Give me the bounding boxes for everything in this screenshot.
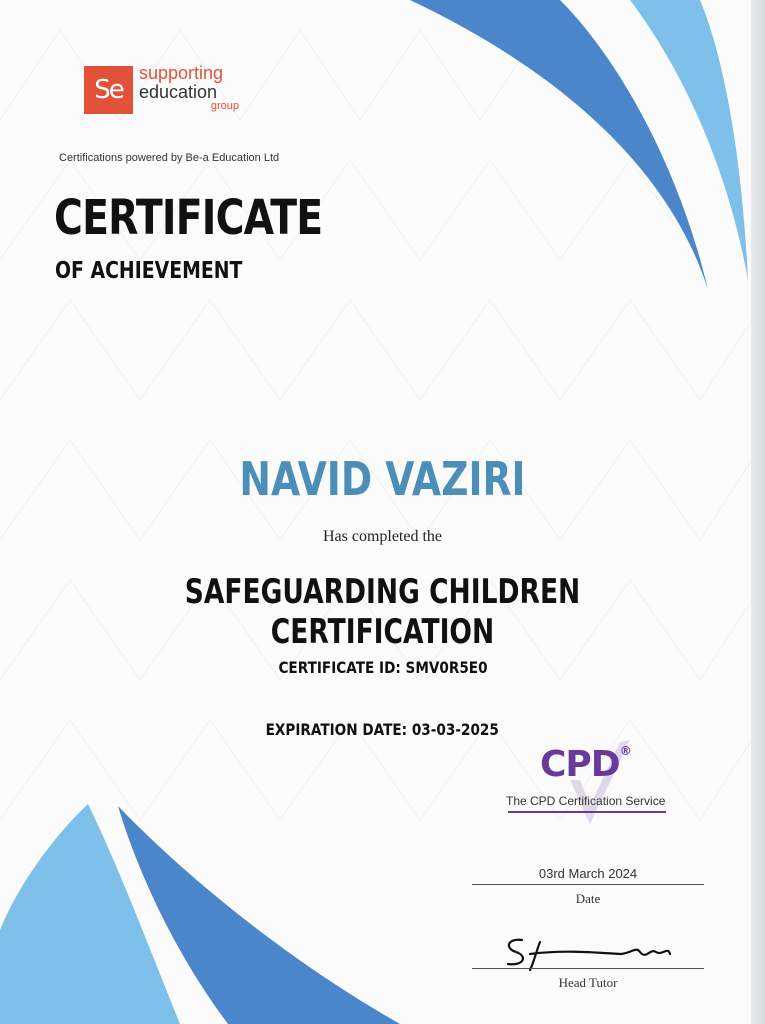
issue-date-value: 03rd March 2024	[538, 866, 638, 881]
completed-text: Has completed the	[322, 528, 443, 545]
logo-line-1: supporting	[139, 63, 224, 83]
expiration-date: EXPIRATION DATE: 03-03-2025	[265, 720, 500, 739]
page-edge-shadow	[751, 0, 765, 1024]
logo-monogram: Se	[84, 66, 133, 114]
logo-line-2: education	[139, 82, 218, 102]
signature-label: Head Tutor	[558, 975, 618, 990]
expiration-date-block	[0, 720, 765, 739]
bottom-left-swoosh-light	[0, 804, 180, 1024]
course-title: SAFEGUARDING CHILDREN CERTIFICATION	[184, 572, 581, 652]
signature-divider	[472, 968, 704, 969]
cpd-logo-text: CPD	[540, 744, 620, 785]
logo-line-3: group	[210, 100, 239, 112]
certificate-id-block	[0, 658, 765, 677]
course-title-block	[0, 572, 765, 652]
recipient-name-block	[0, 452, 765, 506]
powered-by-text: Certifications powered by Be-a Education Ltd	[59, 152, 280, 164]
issue-date-label: Date	[575, 891, 601, 906]
logo-wordmark	[139, 64, 239, 112]
certificate-id: CERTIFICATE ID: SMV0R5E0	[277, 658, 488, 677]
cpd-service-text: The CPD Certification Service	[506, 794, 666, 808]
head-tutor-signature	[500, 932, 680, 972]
cpd-underline	[508, 811, 666, 813]
certificate-title: CERTIFICATE	[54, 190, 323, 246]
recipient-name: NAVID VAZIRI	[239, 452, 526, 506]
certificate-subtitle: OF ACHIEVEMENT	[55, 258, 243, 284]
cpd-registered-mark: ®	[619, 744, 631, 758]
date-divider	[472, 884, 704, 885]
cpd-logo	[540, 744, 631, 785]
